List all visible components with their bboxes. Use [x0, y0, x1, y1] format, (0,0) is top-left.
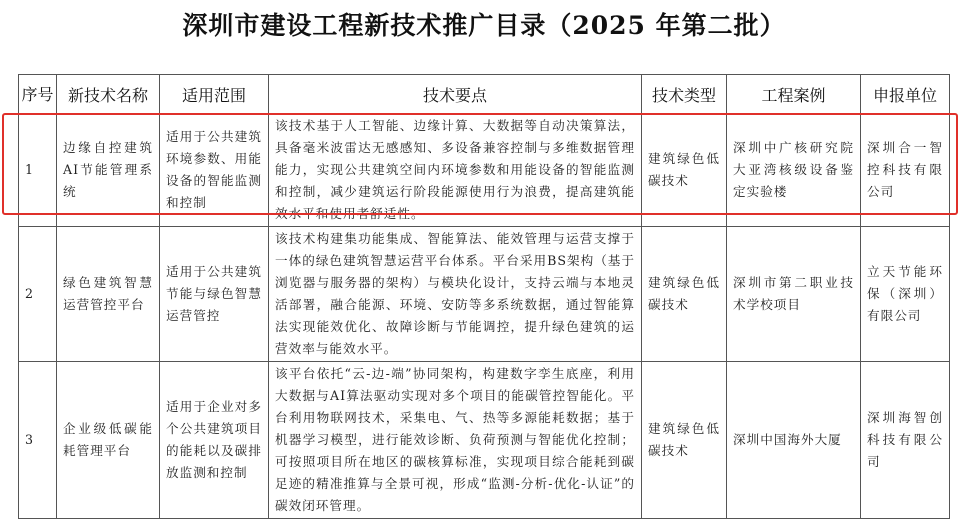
cell-seq: 2: [19, 227, 57, 362]
column-header-seq: 序号: [19, 75, 57, 114]
cell-scope: 适用于公共建筑节能与绿色智慧运营管控: [160, 227, 269, 362]
column-header-type: 技术类型: [642, 75, 727, 114]
cell-requirements: 该平台依托“云-边-端”协同架构，构建数字孪生底座，利用大数据与AI算法驱动实现对多个项目的能碳管控智能化。平台利用物联网技术，采集电、气、热等多源能耗数据；基于机器学习模型，进行能效诊断、负荷预测与智能优化控制；可按照项目所在地区的碳核算标准，实现项目综合能耗到碳足迹的精准推算与全景可视，形成“监测-分析-优化-认证”的碳效闭环管理。: [269, 362, 642, 519]
column-header-unit: 申报单位: [861, 75, 950, 114]
cell-unit: 深圳海智创科技有限公司: [861, 362, 950, 519]
cell-seq: 3: [19, 362, 57, 519]
cell-case: 深圳市第二职业技术学校项目: [727, 227, 861, 362]
column-header-scope: 适用范围: [160, 75, 269, 114]
column-header-case: 工程案例: [727, 75, 861, 114]
column-header-name: 新技术名称: [57, 75, 160, 114]
cell-type: 建筑绿色低碳技术: [642, 227, 727, 362]
cell-scope: 适用于公共建筑环境参数、用能设备的智能监测和控制: [160, 114, 269, 227]
cell-name: 企业级低碳能耗管理平台: [57, 362, 160, 519]
cell-requirements: 该技术基于人工智能、边缘计算、大数据等自动决策算法，具备毫米波雷达无感感知、多设备兼容控制与多维数据管理能力，实现公共建筑空间内环境参数和用能设备的智能监测和控制，减少建筑运行阶段能源使用行为浪费，提高建筑能效水平和使用者舒适性。: [269, 114, 642, 227]
column-header-requirements: 技术要点: [269, 75, 642, 114]
cell-case: 深圳中国海外大厦: [727, 362, 861, 519]
cell-scope: 适用于企业对多个公共建筑项目的能耗以及碳排放监测和控制: [160, 362, 269, 519]
table-row: [19, 362, 950, 519]
cell-requirements: 该技术构建集功能集成、智能算法、能效管理与运营支撑于一体的绿色建筑智慧运营平台体系。平台采用BS架构（基于浏览器与服务器的架构）与模块化设计，支持云端与本地灵活部署，融合能源、环境、安防等多系统数据，通过智能算法实现能效优化、故障诊断与节能调控，提升绿色建筑的运营效率与能效水平。: [269, 227, 642, 362]
cell-name: 边缘自控建筑AI节能管理系统: [57, 114, 160, 227]
cell-name: 绿色建筑智慧运营管控平台: [57, 227, 160, 362]
row-highlight-box: [2, 113, 958, 215]
table-row: [19, 227, 950, 362]
cell-seq: 1: [19, 114, 57, 227]
cell-type: 建筑绿色低碳技术: [642, 362, 727, 519]
cell-unit: 深圳合一智控科技有限公司: [861, 114, 950, 227]
cell-case: 深圳中广核研究院大亚湾核级设备鉴定实验楼: [727, 114, 861, 227]
cell-unit: 立天节能环保（深圳）有限公司: [861, 227, 950, 362]
page-title: 深圳市建设工程新技术推广目录（2025 年第二批）: [182, 11, 786, 40]
table-header-row: [19, 75, 950, 114]
cell-type: 建筑绿色低碳技术: [642, 114, 727, 227]
